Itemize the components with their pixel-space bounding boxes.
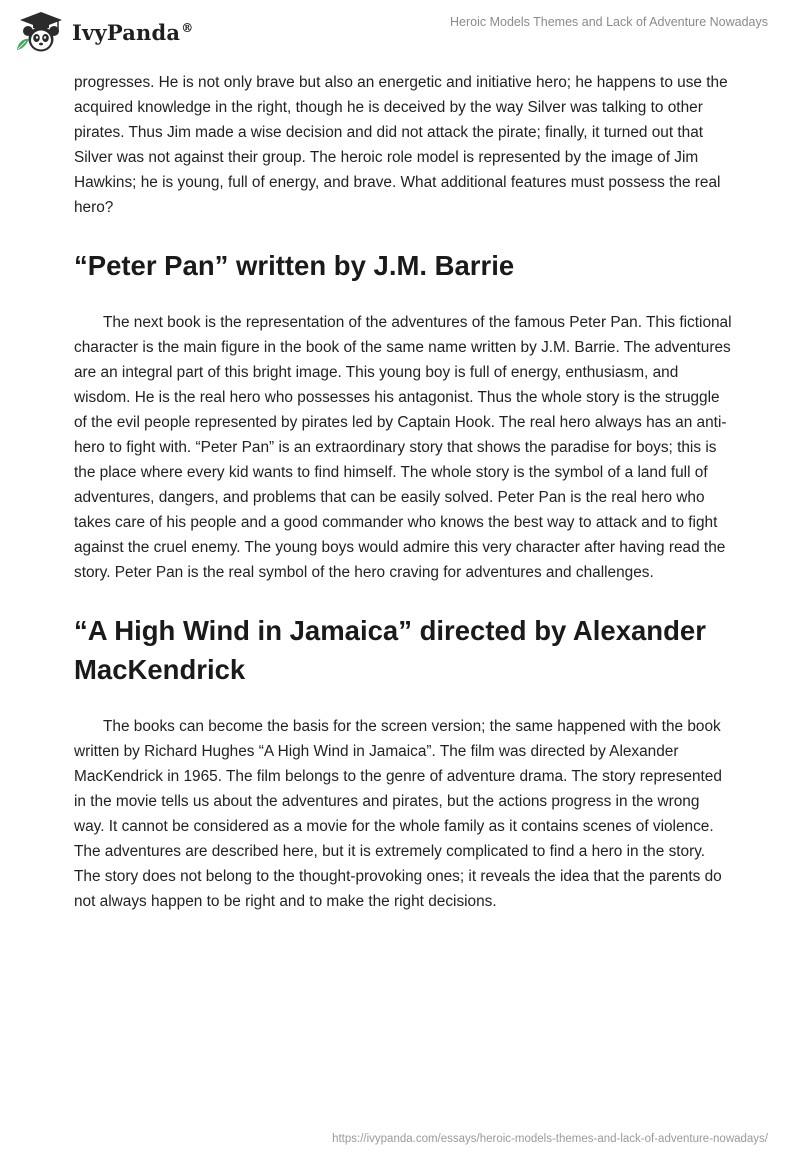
intro-paragraph: progresses. He is not only brave but also an energetic and initiative hero; he happens to use the acquired knowledge in the right, though he is deceived by the way Silver was talking to other pirates. Thus Jim made a wise decision and did not attack the pirate; finally, it turned out that Silver was not against their group. The heroic role model is represented by the image of Jim Hawkins; he is young, full of energy, and brave. What additional features must possess the real hero? bbox=[74, 74, 728, 216]
panda-graduate-icon bbox=[14, 10, 68, 54]
footer-source-url[interactable]: https://ivypanda.com/essays/heroic-models-themes-and-lack-of-adventure-nowadays/ bbox=[332, 1133, 768, 1145]
section-heading-peter-pan: “Peter Pan” written by J.M. Barrie bbox=[74, 250, 515, 282]
section-heading-high-wind: “A High Wind in Jamaica” directed by Alexander MacKendrick bbox=[74, 615, 706, 686]
document-title: Heroic Models Themes and Lack of Adventure Nowadays bbox=[450, 15, 768, 29]
logo[interactable] bbox=[14, 10, 193, 54]
page-header bbox=[0, 0, 800, 70]
section-paragraph-peter-pan: The next book is the representation of the adventures of the famous Peter Pan. This fictional character is the main figure in the book of the same name written by J.M. Barrie. The adventures are an integral part of this bright image. This young boy is full of energy, enthusiasm, and wisdom. He is the real hero who possesses his antagonist. Thus the whole story is the struggle of the evil people represented by pirates led by Captain Hook. The real hero always has an anti-hero to fight with. “Peter Pan” is an extraordinary story that shows the paradise for boys; this is the place where every kid wants to find himself. The whole story is the symbol of a land full of adventures, dangers, and problems that can be easily solved. Peter Pan is the real hero who takes care of his people and a good commander who knows the best way to attack and to fight against the cruel enemy. The young boys would admire this very character after having read the story. Peter Pan is the real symbol of the hero craving for adventures and challenges. bbox=[74, 314, 732, 581]
article-body bbox=[74, 71, 734, 915]
logo-text: IvyPanda® bbox=[72, 19, 194, 45]
section-paragraph-high-wind: The books can become the basis for the screen version; the same happened with the book written by Richard Hughes “A High Wind in Jamaica”. The film was directed by Alexander MacKendrick in 1965. The film belongs to the genre of adventure drama. The story represented in the movie tells us about the adventures and pirates, but the actions progress in the wrong way. It cannot be considered as a movie for the whole family as it contains scenes of violence. The adventures are described here, but it is extremely complicated to find a hero in the story. The story does not belong to the thought-provoking ones; it reveals the idea that the parents do not always happen to be right and to make the right decisions. bbox=[74, 718, 722, 910]
